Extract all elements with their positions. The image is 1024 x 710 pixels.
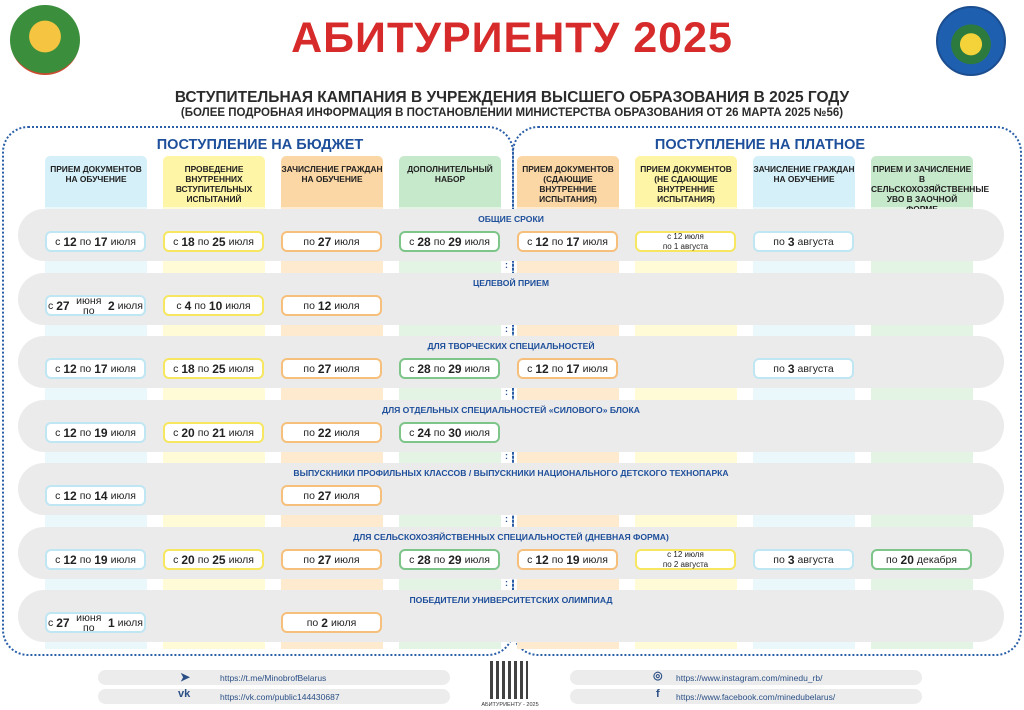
date-part: по	[886, 553, 898, 566]
date-part: июля	[464, 553, 490, 566]
date-part: по	[433, 235, 446, 248]
date-part: 3	[787, 361, 795, 376]
date-part: по	[303, 489, 315, 502]
date-part: 28	[417, 361, 431, 376]
date-part: 27	[56, 615, 70, 630]
row-label: ДЛЯ СЕЛЬСКОХОЗЯЙСТВЕННЫХ СПЕЦИАЛЬНОСТЕЙ (ДНЕВНАЯ ФОРМА)	[353, 532, 669, 542]
date-part: с	[55, 553, 61, 566]
qr-caption: АБИТУРИЕНТУ - 2025	[481, 702, 539, 708]
column-header: ПРИЕМ ДОКУМЕНТОВ (СДАЮЩИЕ ВНУТРЕННИЕ ИСПЫТАНИЯ)	[517, 156, 619, 207]
date-part: 12	[535, 234, 549, 249]
date-pill	[871, 549, 972, 570]
row-separator-dots: :	[505, 387, 508, 397]
date-part: июня по	[76, 611, 102, 634]
date-part: июля	[228, 235, 254, 248]
column-header: ДОПОЛНИТЕЛЬНЫЙ НАБОР	[399, 156, 501, 207]
date-part: 25	[212, 234, 226, 249]
date-part: по	[79, 235, 92, 248]
date-pill	[281, 485, 382, 506]
date-part: с	[55, 426, 61, 439]
date-part: по	[303, 553, 315, 566]
date-pill	[281, 549, 382, 570]
date-part: 24	[417, 425, 431, 440]
date-pill	[281, 231, 382, 252]
date-part: с 12 июля	[667, 231, 704, 241]
date-part: с	[55, 362, 61, 375]
date-part: 20	[181, 552, 195, 567]
date-part: по 1 августа	[662, 241, 709, 251]
date-pill	[753, 231, 854, 252]
date-pill	[163, 549, 264, 570]
date-pill	[399, 231, 500, 252]
date-pill	[163, 358, 264, 379]
date-pill	[753, 549, 854, 570]
date-part: июля	[334, 553, 360, 566]
date-pill	[399, 422, 500, 443]
column-header: ПРИЕМ И ЗАЧИСЛЕНИЕ В СЕЛЬСКОХОЗЯЙСТВЕННЫЕ УВО В ЗАОЧНОЙ	[871, 156, 973, 207]
date-pill	[517, 358, 618, 379]
date-part: 28	[417, 552, 431, 567]
date-part: 21	[212, 425, 226, 440]
date-part: 17	[566, 234, 580, 249]
date-part: июля	[334, 362, 360, 375]
date-part: 29	[448, 361, 462, 376]
column-header: ПРИЕМ ДОКУМЕНТОВ (НЕ СДАЮЩИЕ ВНУТРЕННИЕ ИСПЫТАНИЯ)	[635, 156, 737, 207]
date-pill	[163, 295, 264, 316]
date-part: 19	[94, 552, 108, 567]
date-part: 29	[448, 234, 462, 249]
date-part: 14	[94, 488, 108, 503]
date-pill	[635, 231, 736, 252]
date-part: по	[303, 426, 315, 439]
date-pill	[45, 612, 146, 633]
date-part: июля	[110, 489, 136, 502]
date-part: июля	[110, 553, 136, 566]
date-part: по	[773, 362, 785, 375]
date-part: июля	[582, 362, 608, 375]
date-part: 10	[208, 298, 223, 313]
date-part: 17	[94, 234, 108, 249]
date-part: по	[773, 235, 785, 248]
date-part: с	[409, 426, 415, 439]
date-part: с	[173, 426, 179, 439]
date-part: с	[48, 299, 54, 312]
date-part: с	[176, 299, 182, 312]
row-label: ВЫПУСКНИКИ ПРОФИЛЬНЫХ КЛАССОВ / ВЫПУСКНИКИ НАЦИОНАЛЬНОГО ДЕТСКОГО ТЕХНОПАРКА	[293, 468, 729, 478]
date-part: по	[433, 553, 446, 566]
date-part: 27	[317, 552, 332, 567]
qr-code-icon[interactable]	[490, 661, 528, 699]
date-part: по	[303, 299, 315, 312]
date-part: августа	[797, 362, 834, 375]
date-part: июня по	[76, 294, 102, 317]
date-pill	[281, 612, 382, 633]
row-separator-dots: :	[505, 578, 508, 588]
date-part: 20	[181, 425, 195, 440]
date-part: по	[197, 235, 210, 248]
date-pill	[163, 231, 264, 252]
date-part: 1	[107, 615, 115, 630]
date-part: с	[527, 235, 533, 248]
date-part: июля	[334, 235, 360, 248]
date-part: по	[551, 362, 564, 375]
date-part: 3	[787, 234, 795, 249]
row-label: ЦЕЛЕВОЙ ПРИЕМ	[473, 278, 549, 288]
date-part: июля	[228, 553, 254, 566]
date-part: с	[527, 362, 533, 375]
date-part: по	[773, 553, 785, 566]
date-part: по	[433, 362, 446, 375]
date-part: июля	[334, 426, 360, 439]
paid-section-title: ПОСТУПЛЕНИЕ НА ПЛАТНОЕ	[654, 137, 866, 153]
date-part: по	[551, 235, 564, 248]
date-part: июля	[228, 426, 254, 439]
date-part: по	[194, 299, 206, 312]
date-part: июля	[110, 426, 136, 439]
date-part: 27	[317, 234, 332, 249]
column-header: ЗАЧИСЛЕНИЕ ГРАЖДАН НА ОБУЧЕНИЕ	[281, 156, 383, 207]
date-pill	[517, 549, 618, 570]
date-part: с 12 июля	[667, 549, 704, 559]
date-part: 28	[417, 234, 431, 249]
page-subtitle: ВСТУПИТЕЛЬНАЯ КАМПАНИЯ В УЧРЕЖДЕНИЯ ВЫСШЕГО ОБРАЗОВАНИЯ В 2025 ГОДУ	[174, 89, 850, 106]
date-part: июля	[464, 235, 490, 248]
date-pill	[281, 295, 382, 316]
row-label: ДЛЯ ОТДЕЛЬНЫХ СПЕЦИАЛЬНОСТЕЙ «СИЛОВОГО» БЛОКА	[381, 405, 641, 415]
row-label: ОБЩИЕ СРОКИ	[478, 214, 544, 224]
date-part: июля	[228, 362, 254, 375]
date-part: с	[55, 489, 61, 502]
date-part: 12	[63, 234, 77, 249]
date-part: с	[409, 553, 415, 566]
date-part: по	[303, 362, 315, 375]
date-part: 4	[184, 298, 192, 313]
date-part: июля	[110, 235, 136, 248]
date-part: по	[197, 362, 210, 375]
date-pill	[45, 295, 146, 316]
date-part: 12	[63, 552, 77, 567]
date-part: августа	[797, 553, 834, 566]
date-pill	[635, 549, 736, 570]
date-part: июля	[225, 299, 251, 312]
date-part: июля	[464, 426, 490, 439]
budget-section-title: ПОСТУПЛЕНИЕ НА БЮДЖЕТ	[156, 137, 364, 153]
date-part: по	[551, 553, 564, 566]
date-part: 12	[317, 298, 332, 313]
date-part: с	[527, 553, 533, 566]
row-separator-dots: :	[505, 451, 508, 461]
date-pill	[399, 549, 500, 570]
date-part: 27	[56, 298, 70, 313]
row-separator-dots: :	[505, 324, 508, 334]
date-part: июля	[117, 616, 143, 629]
date-part: июля	[582, 553, 608, 566]
facebook-icon: f	[656, 688, 660, 700]
telegram-link[interactable]: https://t.me/MinobrofBelarus	[220, 673, 327, 683]
date-pill	[45, 485, 146, 506]
date-part: с	[409, 235, 415, 248]
date-pill	[45, 231, 146, 252]
date-pill	[163, 422, 264, 443]
date-part: 27	[317, 488, 332, 503]
date-part: 29	[448, 552, 462, 567]
date-part: по	[79, 489, 92, 502]
date-pill	[399, 358, 500, 379]
date-part: 18	[181, 361, 195, 376]
row-label: ПОБЕДИТЕЛИ УНИВЕРСИТЕТСКИХ ОЛИМПИАД	[409, 595, 613, 605]
date-part: 12	[63, 425, 77, 440]
date-part: 25	[212, 361, 226, 376]
date-part: июля	[117, 299, 143, 312]
date-part: по	[197, 553, 210, 566]
date-part: по	[303, 235, 315, 248]
date-pill	[281, 358, 382, 379]
date-part: по	[79, 426, 92, 439]
page-title: АБИТУРИЕНТУ 2025	[291, 14, 733, 62]
vk-link[interactable]: https://vk.com/public144430687	[220, 692, 340, 702]
date-part: по	[197, 426, 210, 439]
date-part: по	[433, 426, 446, 439]
date-part: 30	[448, 425, 462, 440]
row-label: ДЛЯ ТВОРЧЕСКИХ СПЕЦИАЛЬНОСТЕЙ	[427, 341, 595, 351]
date-part: июля	[334, 299, 360, 312]
date-pill	[753, 358, 854, 379]
date-part: 12	[63, 488, 77, 503]
page-note: (БОЛЕЕ ПОДРОБНАЯ ИНФОРМАЦИЯ В ПОСТАНОВЛЕНИИ МИНИСТЕРСТВА ОБРАЗОВАНИЯ ОТ 26 МАРТА 2025 №56)	[180, 107, 844, 119]
date-part: 18	[181, 234, 195, 249]
date-pill	[517, 231, 618, 252]
date-part: 17	[94, 361, 108, 376]
facebook-link[interactable]: https://www.facebook.com/minedubelarus/	[676, 692, 836, 702]
instagram-icon: ◎	[653, 670, 663, 682]
date-part: 22	[317, 425, 332, 440]
date-part: 27	[317, 361, 332, 376]
date-part: декабря	[916, 553, 957, 566]
date-part: по	[79, 553, 92, 566]
date-part: 2	[107, 298, 115, 313]
date-pill	[45, 358, 146, 379]
date-part: по	[306, 616, 319, 629]
date-part: июля	[110, 362, 136, 375]
date-part: 12	[535, 361, 549, 376]
date-part: с	[173, 362, 179, 375]
date-part: 17	[566, 361, 580, 376]
date-part: 20	[900, 552, 914, 567]
date-pill	[45, 422, 146, 443]
row-separator-dots: :	[505, 260, 508, 270]
date-part: июля	[464, 362, 490, 375]
date-part: с	[409, 362, 415, 375]
date-part: июля	[334, 489, 360, 502]
column-header: ЗАЧИСЛЕНИЕ ГРАЖДАН НА ОБУЧЕНИЕ	[753, 156, 855, 207]
date-part: 19	[566, 552, 580, 567]
date-part: июля	[582, 235, 608, 248]
date-part: августа	[797, 235, 834, 248]
date-part: по 2 августа	[662, 559, 709, 569]
date-pill	[281, 422, 382, 443]
date-part: июля	[330, 616, 357, 629]
date-part: по	[79, 362, 92, 375]
date-part: 25	[212, 552, 226, 567]
date-part: 19	[94, 425, 108, 440]
date-part: с	[173, 553, 179, 566]
date-part: с	[173, 235, 179, 248]
date-part: 12	[535, 552, 549, 567]
date-part: с	[48, 616, 54, 629]
vk-icon: vk	[178, 688, 191, 700]
column-header: ПРОВЕДЕНИЕ ВНУТРЕННИХ ВСТУПИТЕЛЬНЫХ ИСПЫТАНИЙ	[163, 156, 265, 207]
instagram-link[interactable]: https://www.instagram.com/minedu_rb/	[676, 673, 823, 683]
row-separator-dots: :	[505, 514, 508, 524]
column-header: ПРИЕМ ДОКУМЕНТОВ НА ОБУЧЕНИЕ	[45, 156, 147, 207]
date-part: 12	[63, 361, 77, 376]
date-part: с	[55, 235, 61, 248]
date-part: 2	[321, 615, 328, 630]
telegram-icon: ➤	[180, 670, 191, 684]
date-pill	[45, 549, 146, 570]
date-part: 3	[787, 552, 795, 567]
